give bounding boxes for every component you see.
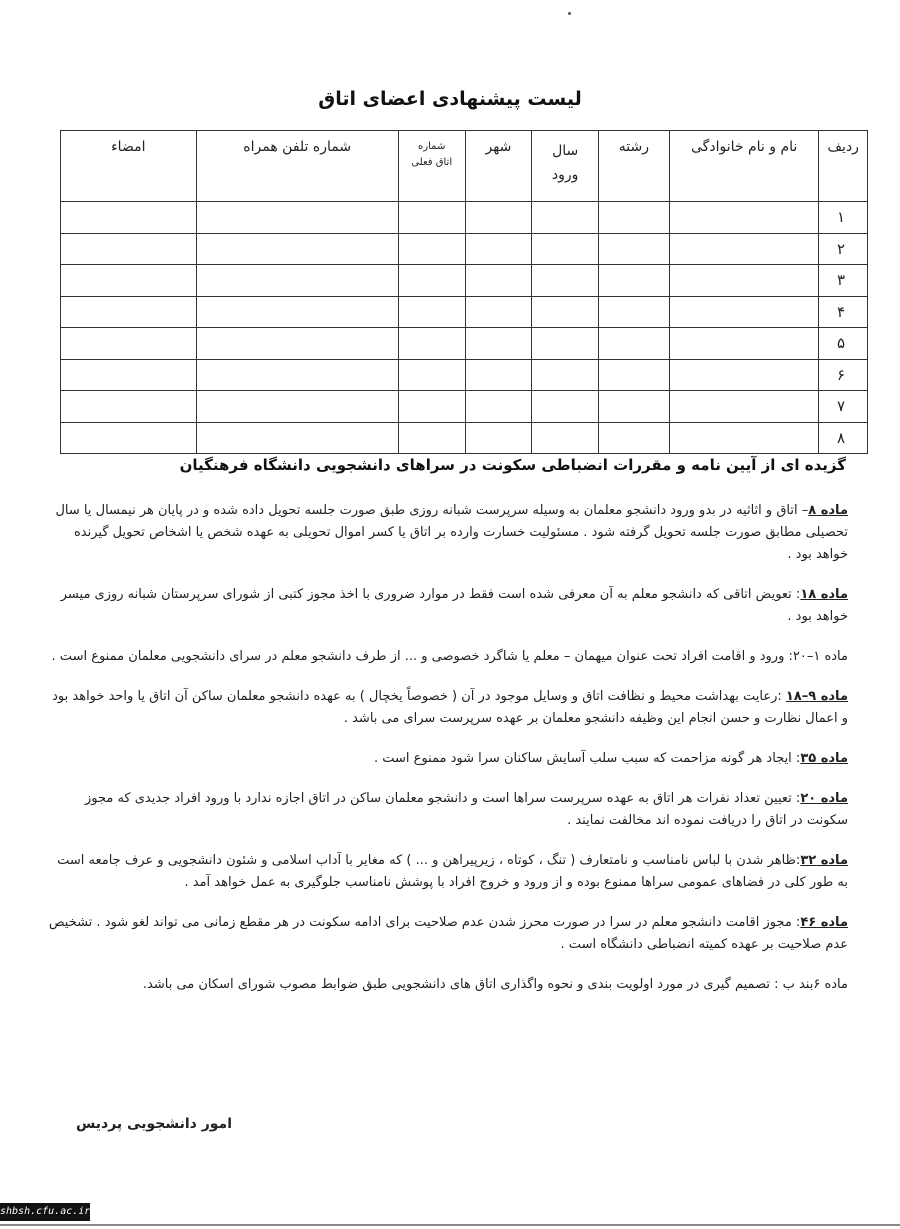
cell	[599, 265, 670, 297]
table-row	[61, 296, 868, 328]
table-row	[61, 202, 868, 234]
article-8	[48, 500, 848, 566]
cell	[532, 202, 599, 234]
cell	[599, 296, 670, 328]
article-title: ماده ۱۸	[800, 587, 848, 602]
cell	[61, 233, 197, 265]
cell	[669, 202, 819, 234]
article-title: ماده ۳۲	[800, 853, 848, 868]
cell	[398, 422, 465, 454]
cell	[61, 328, 197, 360]
row-number: ۴	[819, 296, 868, 328]
header-signature: امضاء	[61, 131, 197, 202]
row-number: ۵	[819, 328, 868, 360]
article-title: ماده ۲۰	[800, 791, 848, 806]
members-table	[60, 130, 868, 454]
cell	[599, 391, 670, 423]
cell	[465, 359, 532, 391]
cell	[398, 233, 465, 265]
article-35	[48, 748, 848, 770]
cell	[669, 265, 819, 297]
table-row	[61, 359, 868, 391]
row-number: ۶	[819, 359, 868, 391]
table-row	[61, 391, 868, 423]
article-text: ماده ۶بند ب : تصمیم گیری در مورد اولویت بندی و نحوه واگذاری اتاق های دانشجویی طبق ضوابط مصوب شورای اسکان می باشد.	[142, 977, 848, 992]
header-row-number: ردیف	[819, 131, 868, 202]
table-row	[61, 328, 868, 360]
scan-speck	[568, 12, 571, 15]
cell	[398, 359, 465, 391]
cell	[465, 265, 532, 297]
cell	[599, 233, 670, 265]
header-entry-year: سال ورود	[532, 131, 599, 202]
cell	[532, 265, 599, 297]
row-number: ۳	[819, 265, 868, 297]
cell	[669, 328, 819, 360]
article-18-9	[48, 686, 848, 730]
cell	[599, 359, 670, 391]
cell	[196, 296, 398, 328]
cell	[398, 265, 465, 297]
cell	[196, 422, 398, 454]
cell	[196, 202, 398, 234]
table-row	[61, 265, 868, 297]
document-title: لیست پیشنهادی اعضای اتاق	[318, 88, 582, 110]
regulations-subtitle: گزیده ای از آیین نامه و مقررات انضباطی سکونت در سراهای دانشجویی دانشگاه فرهنگیان	[179, 456, 846, 474]
cell	[196, 233, 398, 265]
table-row	[61, 233, 868, 265]
cell	[196, 359, 398, 391]
header-full-name: نام و نام خانوادگی	[669, 131, 819, 202]
cell	[532, 391, 599, 423]
cell	[61, 296, 197, 328]
cell	[599, 422, 670, 454]
cell	[61, 391, 197, 423]
cell	[398, 391, 465, 423]
regulations-list	[48, 500, 848, 1014]
article-text: : ایجاد هر گونه مزاحمت که سبب سلب آسایش ساکنان سرا شود ممنوع است .	[373, 751, 801, 766]
article-20-1	[48, 646, 848, 668]
row-number: ۸	[819, 422, 868, 454]
footer-department: امور دانشجویی پردیس	[75, 1116, 232, 1132]
article-title: ماده ۴۶	[800, 915, 848, 930]
cell	[465, 202, 532, 234]
cell	[398, 202, 465, 234]
cell	[669, 422, 819, 454]
article-title: ماده ۹–۱۸	[785, 689, 848, 704]
cell	[599, 328, 670, 360]
article-text: :ظاهر شدن با لباس نامناسب و نامتعارف ( تنگ ، کوتاه ، زیرپیراهن و ... ) که مغایر با آداب اسلامی و شئون دانشجویی و عرف جامعه است به طور کلی در فضاهای عمومی سراها ممنوع بوده و از ورود و خروج افراد با پوشش نامناسب جلوگیری به عمل خواهد آمد .	[57, 853, 848, 890]
cell	[465, 233, 532, 265]
article-text: : ورود و اقامت افراد تحت عنوان میهمان – معلم یا شاگرد خصوصی و ... از طرف دانشجو معلم در سرای دانشجویی معلمان ممنوع است .	[51, 649, 793, 664]
cell	[196, 328, 398, 360]
article-text: : مجوز اقامت دانشجو معلم در سرا در صورت محرز شدن عدم صلاحیت برای ادامه سکونت در هر مقطع زمانی می تواند لغو شود . تشخیص عدم صلاحیت بر عهده کمیته انضباطی دانشگاه است .	[48, 915, 848, 952]
article-text: :رعایت بهداشت محیط و نظافت اتاق و وسایل موجود در آن ( خصوصاً یخچال ) به عهده دانشجو معلمان ساکن آن اتاق یا واحد خواهد بود و اعمال نظارت و حسن انجام این وظیفه دانشجو معلمان بر عهده سرپرست سرای می باشد .	[52, 689, 848, 726]
cell	[465, 422, 532, 454]
cell	[61, 265, 197, 297]
cell	[599, 202, 670, 234]
cell	[669, 359, 819, 391]
article-text: : تعویض اتاقی که دانشجو معلم به آن معرفی شده است فقط در موارد ضروری با اخذ مجوز کتبی از شورای سرپرستان شبانه روزی میسر خواهد بود .	[60, 587, 848, 624]
article-18	[48, 584, 848, 628]
table-header-row	[61, 131, 868, 202]
header-city: شهر	[465, 131, 532, 202]
cell	[532, 328, 599, 360]
cell	[532, 359, 599, 391]
article-title: ماده ۳۵	[800, 751, 848, 766]
header-mobile-number: شماره تلفن همراه	[196, 131, 398, 202]
article-title: ماده ۸	[808, 503, 848, 518]
article-32	[48, 850, 848, 894]
cell	[669, 296, 819, 328]
site-watermark: shbsh.cfu.ac.ir	[0, 1203, 90, 1221]
row-number: ۷	[819, 391, 868, 423]
row-number: ۱	[819, 202, 868, 234]
cell	[669, 391, 819, 423]
article-title: ماده ۱–۲۰	[792, 649, 848, 664]
cell	[61, 359, 197, 391]
scan-edge-line	[0, 1224, 900, 1226]
article-text: : تعیین تعداد نفرات هر اتاق به عهده سرپرست سراها است و دانشجو معلمان ساکن در اتاق اجازه ندارد با ورود افراد جدیدی که مجوز سکونت در اتاق را دریافت نموده اند مخالفت نمایند .	[84, 791, 848, 828]
header-current-room: شماره اتاق فعلی	[398, 131, 465, 202]
table-row	[61, 422, 868, 454]
cell	[196, 391, 398, 423]
row-number: ۲	[819, 233, 868, 265]
cell	[669, 233, 819, 265]
cell	[61, 202, 197, 234]
cell	[465, 391, 532, 423]
cell	[532, 296, 599, 328]
cell	[465, 296, 532, 328]
cell	[532, 422, 599, 454]
cell	[398, 296, 465, 328]
cell	[532, 233, 599, 265]
article-46	[48, 912, 848, 956]
cell	[465, 328, 532, 360]
cell	[61, 422, 197, 454]
header-major: رشته	[599, 131, 670, 202]
article-20	[48, 788, 848, 832]
article-text: – اتاق و اثاثیه در بدو ورود دانشجو معلمان به وسیله سرپرست شبانه روزی طبق صورت جلسه تحویل داده شده و در پایان هر نیمسال یا سال تحصیلی مطابق صورت جلسه تحویل گرفته شود . مسئولیت خسارت وارده بر اتاق یا کسر اموال تحویلی به عهده شخص یا اشخاص تحویل گیرنده خواهد بود .	[55, 503, 848, 562]
article-6b	[48, 974, 848, 996]
cell	[398, 328, 465, 360]
cell	[196, 265, 398, 297]
